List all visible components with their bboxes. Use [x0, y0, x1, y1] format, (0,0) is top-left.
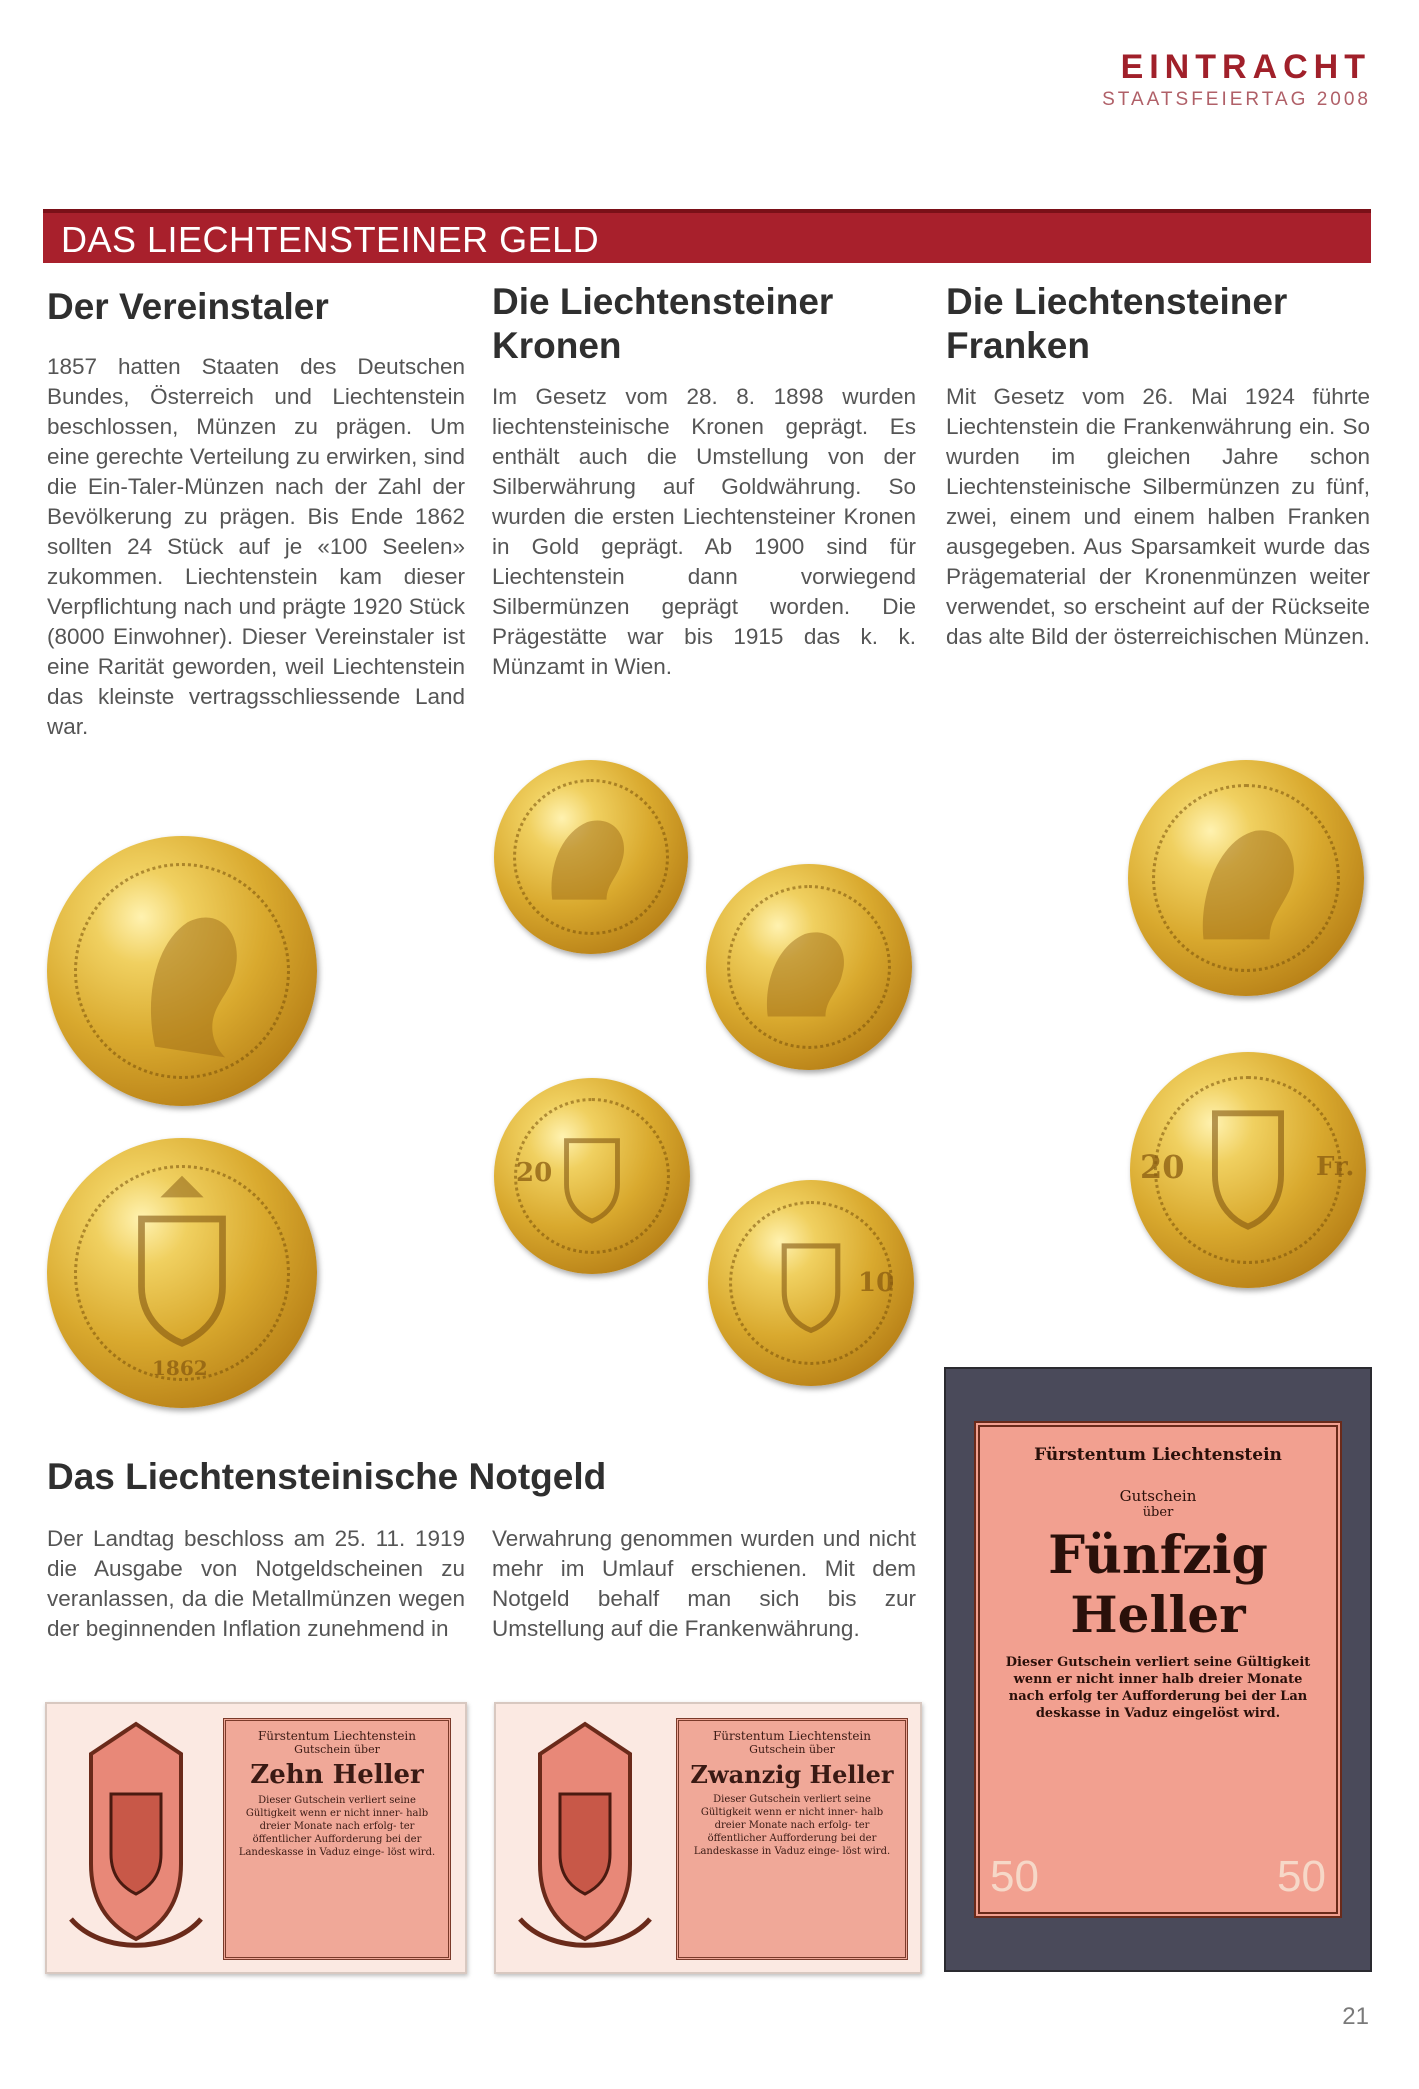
masthead-title: EINTRACHT [1120, 48, 1371, 86]
heading-notgeld: Das Liechtensteinische Notgeld [47, 1456, 607, 1497]
taler-year: 1862 [152, 1356, 208, 1380]
vereinstaler-reverse-coin [47, 1138, 317, 1408]
note-value: Zehn Heller [250, 1760, 424, 1790]
banknote-zehn-heller [45, 1702, 467, 1974]
note-voucher: Gutschein über [294, 1743, 380, 1756]
note-issuer: Fürstentum Liechtenstein [257, 1729, 416, 1743]
franken-portrait-coin [1128, 760, 1364, 996]
note-terms: Dieser Gutschein verliert seine Gültigkeit wenn er nicht inner- halb dreier Monate nach erfolg- ter öffentlicher Aufforderung bei der Landeskasse in Vaduz einge- löst wird. [238, 1795, 436, 1858]
heading-franken: Die Liechtensteiner Franken [946, 281, 1288, 366]
kronen-denomination-2: 10 [858, 1268, 895, 1298]
crest-icon [510, 1714, 660, 1960]
masthead-subtitle: STAATSFEIERTAG 2008 [1102, 89, 1371, 110]
body-kronen: Im Gesetz vom 28. 8. 1898 wurden liechtensteinische Kronen geprägt. Es enthält auch die Umstellung von der Silberwährung auf Goldwährung. So wurden die ersten Liechtensteiner Kronen in Gold geprägt. Ab 1900 sind für Liechtenstein dann vorwiegend Silbermünzen geprägt worden. Die Prägestätte war bis 1915 das k. k. Münzamt in Wien. [492, 384, 916, 679]
kronen-arms-coin-1 [494, 1078, 690, 1274]
note-issuer: Fürstentum Liechtenstein [1034, 1445, 1282, 1465]
banknote-zwanzig-heller [494, 1702, 922, 1974]
note-voucher: Gutschein [1119, 1487, 1197, 1505]
franken-denomination: 20 [1140, 1148, 1185, 1186]
banknote-fuenfzig-heller [944, 1367, 1372, 1972]
note-frame [974, 1421, 1342, 1918]
portrait-icon [47, 836, 317, 1106]
note-terms: Dieser Gutschein verliert seine Gültigkeit wenn er nicht inner halb dreier Monate nach erfolg ter Aufforderung bei der Lan deskasse in Vaduz eingelöst wird. [1005, 1655, 1311, 1721]
kronen-arms-coin-2 [708, 1180, 914, 1386]
body-notgeld-right: Verwahrung genommen wurden und nicht mehr im Umlauf erschienen. Mit dem Notgeld behalf man sich bis zur Umstellung auf die Frankenwährung. [492, 1526, 916, 1641]
kronen-portrait-coin-1 [494, 760, 688, 954]
portrait-icon [494, 760, 688, 954]
note-voucher: Gutschein über [749, 1743, 835, 1756]
vereinstaler-obverse-coin [47, 836, 317, 1106]
body-notgeld-left: Der Landtag beschloss am 25. 11. 1919 die Ausgabe von Notgeldscheinen zu veranlassen, da die Metallmünzen wegen der beginnenden Inflation zunehmend in [47, 1526, 465, 1641]
portrait-icon [1128, 760, 1364, 996]
note-issuer: Fürstentum Liechtenstein [712, 1729, 871, 1743]
franken-arms-coin [1130, 1052, 1366, 1288]
note-text-panel [223, 1718, 451, 1960]
body-franken: Mit Gesetz vom 26. Mai 1924 führte Liechtenstein die Frankenwährung ein. So wurden im gleichen Jahre schon Liechtensteinische Silbermünzen zu fünf, zwei, einem und einem halben Franken ausgegeben. Aus Sparsamkeit wurde das Prägematerial der Kronenmünzen weiter verwendet, so erscheint auf der Rückseite das alte Bild der österreichischen Münzen. [946, 384, 1370, 649]
note-corner-left: 50 [990, 1852, 1039, 1901]
note-corner-right: 50 [1277, 1852, 1326, 1901]
kronen-denomination: 20 [516, 1158, 553, 1188]
heading-kronen: Die Liechtensteiner Kronen [492, 281, 834, 366]
kronen-portrait-coin-2 [706, 864, 912, 1070]
franken-unit: Fr. [1316, 1152, 1355, 1182]
section-banner [43, 209, 1371, 263]
body-vereinstaler: 1857 hatten Staaten des Deutschen Bundes, Österreich und Liechtenstein beschlossen, Münzen zu prägen. Um eine gerechte Verteilung zu erwirken, sind die Ein-Taler-Münzen nach der Zahl der Bevölkerung zu prägen. Bis Ende 1862 sollten 24 Stück auf je «100 Seelen» zukommen. Liechtenstein kam dieser Verpflichtung nach und prägte 1920 Stück (8000 Einwohner). Dieser Vereinstaler ist eine Rarität geworden, weil Liechtenstein das kleinste vertragsschliessende Land war. [47, 354, 465, 739]
note-terms: Dieser Gutschein verliert seine Gültigkeit wenn er nicht inner- halb dreier Monate nach erfolg- ter öffentlicher Aufforderung bei der Landeskasse in Vaduz einge- löst wird. [693, 1794, 891, 1857]
note-value: Zwanzig Heller [690, 1760, 894, 1789]
page-number: 21 [1342, 2003, 1369, 2030]
portrait-icon [706, 864, 912, 1070]
note-value-unit: Heller [1070, 1585, 1246, 1644]
note-ueber: über [1142, 1505, 1174, 1520]
masthead [1102, 48, 1371, 111]
crest-icon [61, 1714, 211, 1960]
note-value-word: Fünfzig [1048, 1525, 1268, 1586]
heading-vereinstaler: Der Vereinstaler [47, 286, 329, 327]
banner-title: DAS LIECHTENSTEINER GELD [61, 219, 600, 260]
note-text-panel [676, 1718, 908, 1960]
